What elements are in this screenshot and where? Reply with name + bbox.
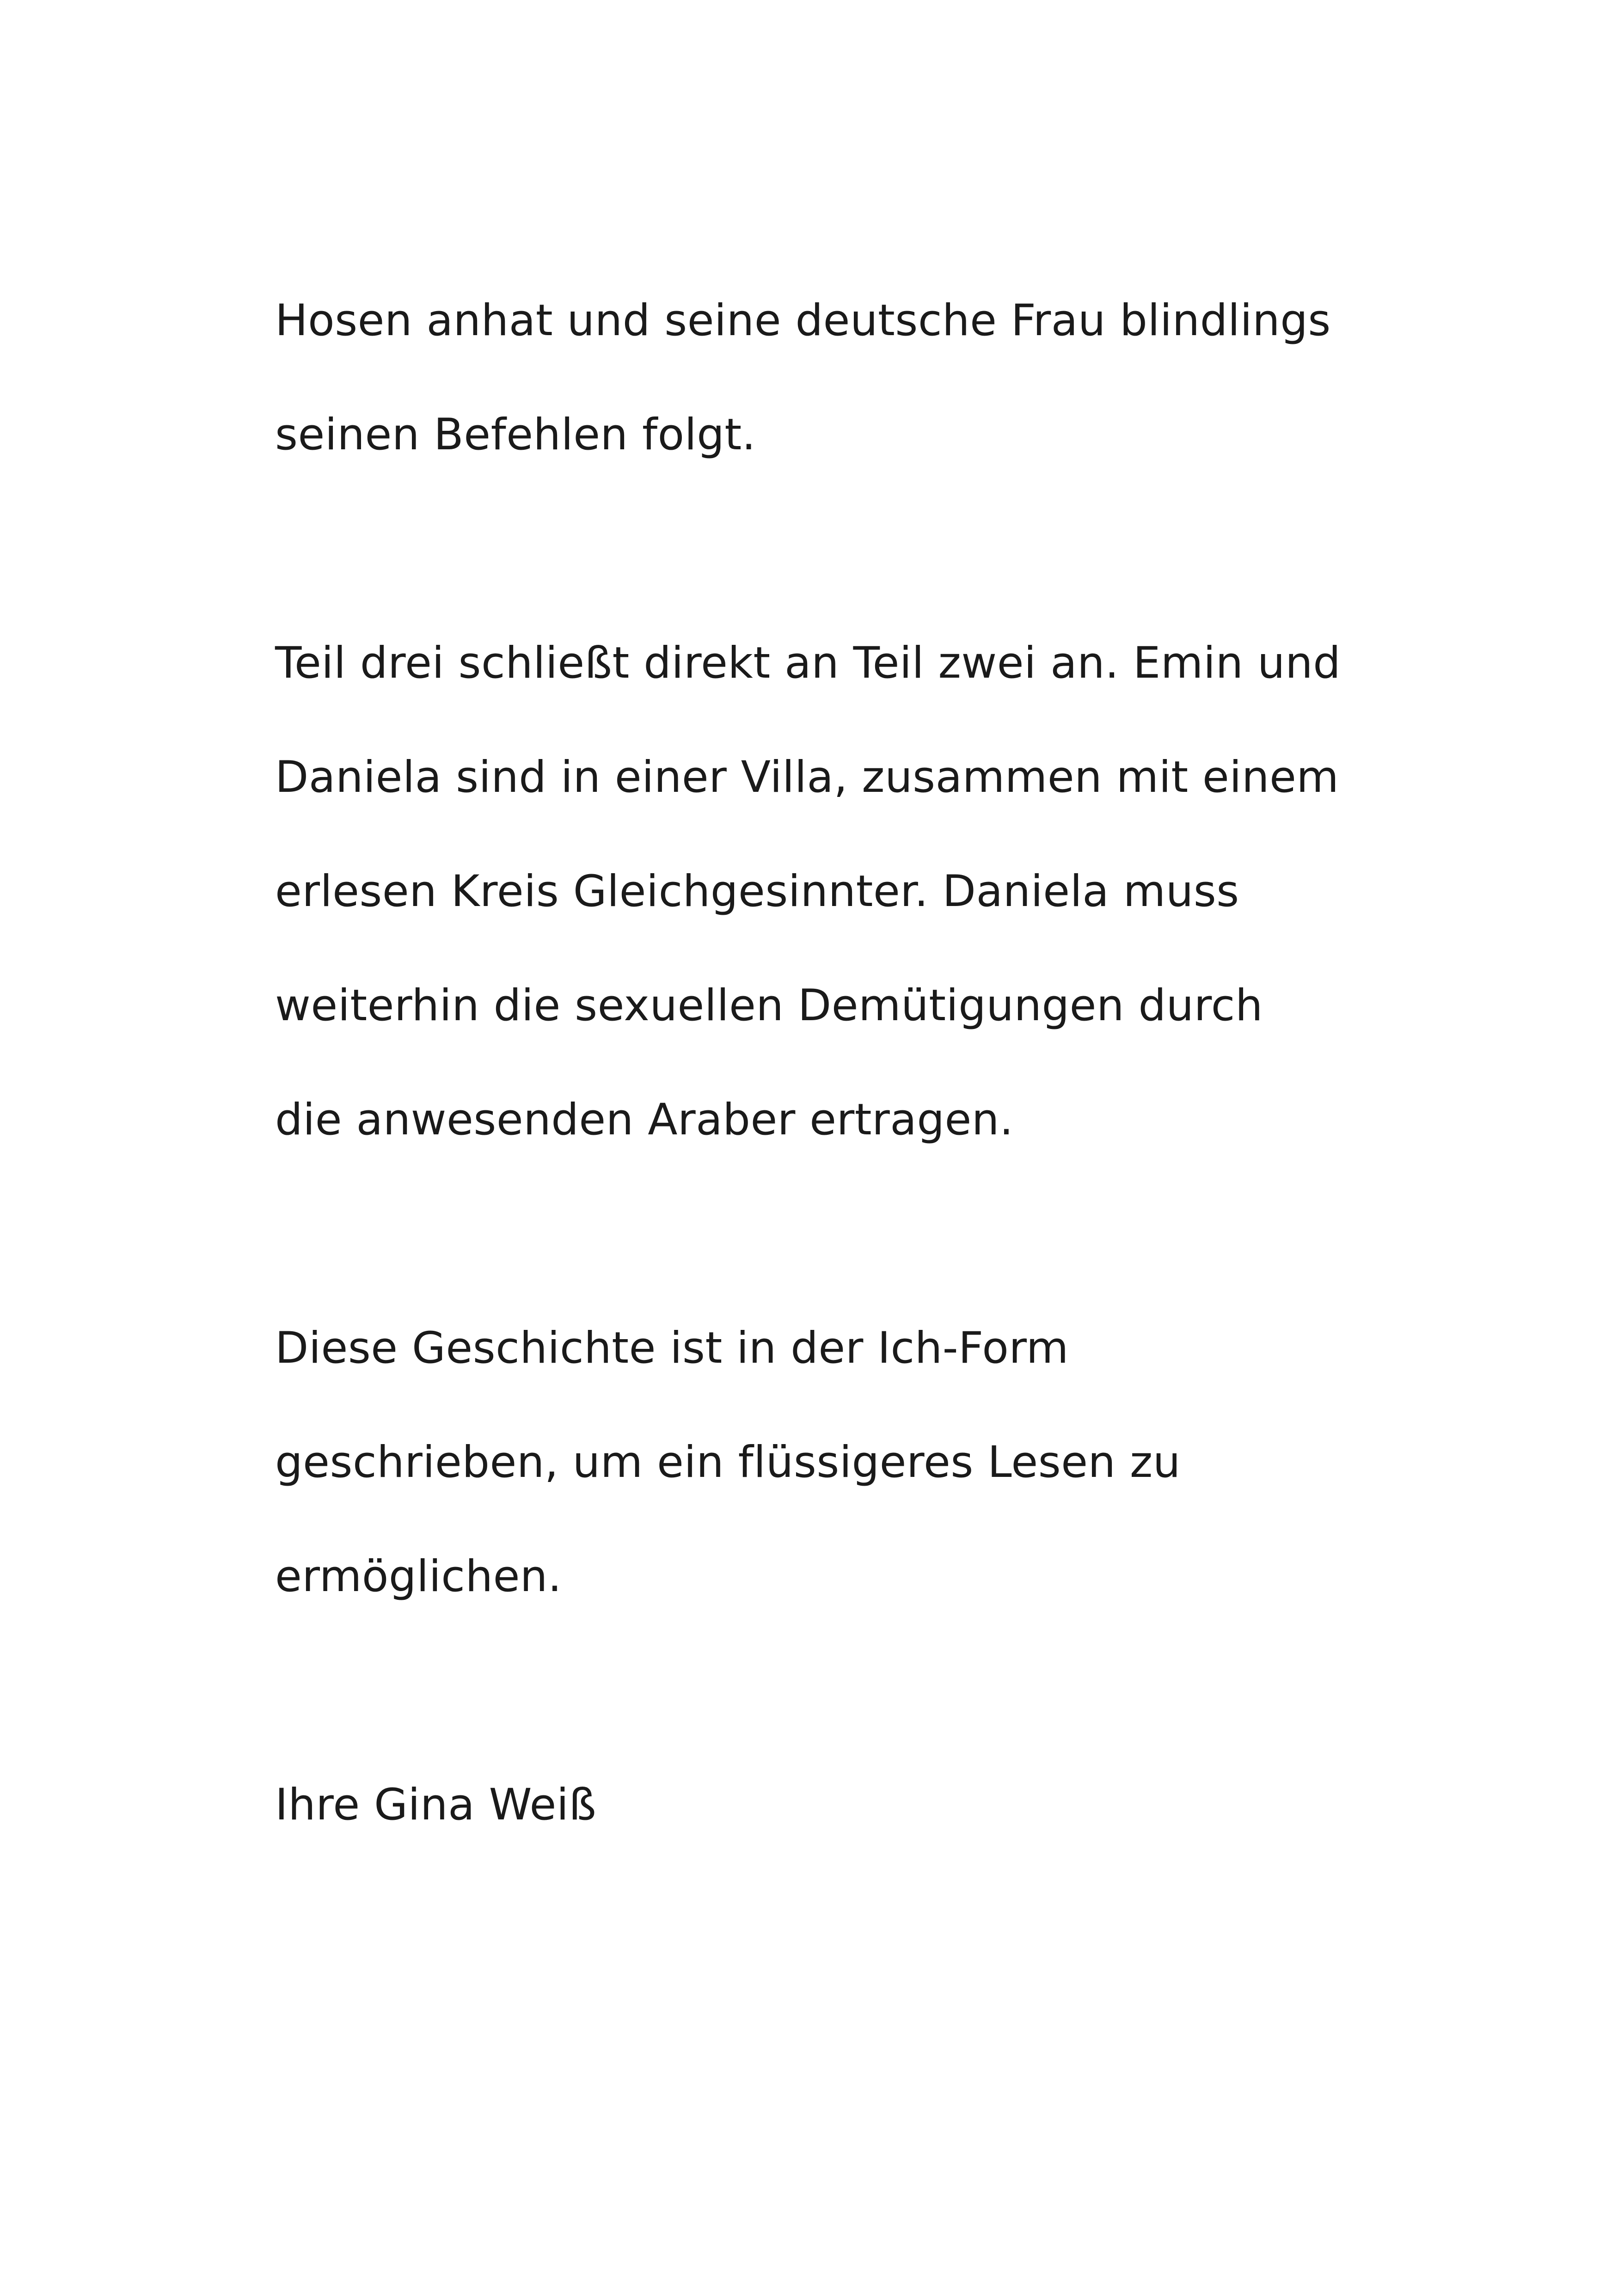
body-text: [275, 263, 1385, 1862]
text-line: Diese Geschichte ist in der Ich-Form: [275, 1323, 1069, 1373]
text-line: die anwesenden Araber ertragen.: [275, 1095, 1014, 1145]
text-line: ermöglichen.: [275, 1551, 562, 1602]
signature: [275, 1748, 1385, 1862]
text-line: Daniela sind in einer Villa, zusammen mit einem: [275, 752, 1339, 802]
text-line: weiterhin die sexuellen Demütigungen durch: [275, 980, 1263, 1031]
paragraph-note: [275, 1291, 1385, 1634]
text-line: seinen Befehlen folgt.: [275, 410, 756, 460]
text-line: geschrieben, um ein flüssigeres Lesen zu: [275, 1437, 1181, 1488]
paragraph-summary: [275, 606, 1385, 1177]
paragraph-continuation: [275, 263, 1385, 492]
text-line: Hosen anhat und seine deutsche Frau blindlings: [275, 295, 1331, 346]
signature-text: Ihre Gina Weiß: [275, 1780, 597, 1830]
text-line: Teil drei schließt direkt an Teil zwei an. Emin und: [275, 638, 1341, 688]
text-line: erlesen Kreis Gleichgesinnter. Daniela muss: [275, 866, 1239, 917]
